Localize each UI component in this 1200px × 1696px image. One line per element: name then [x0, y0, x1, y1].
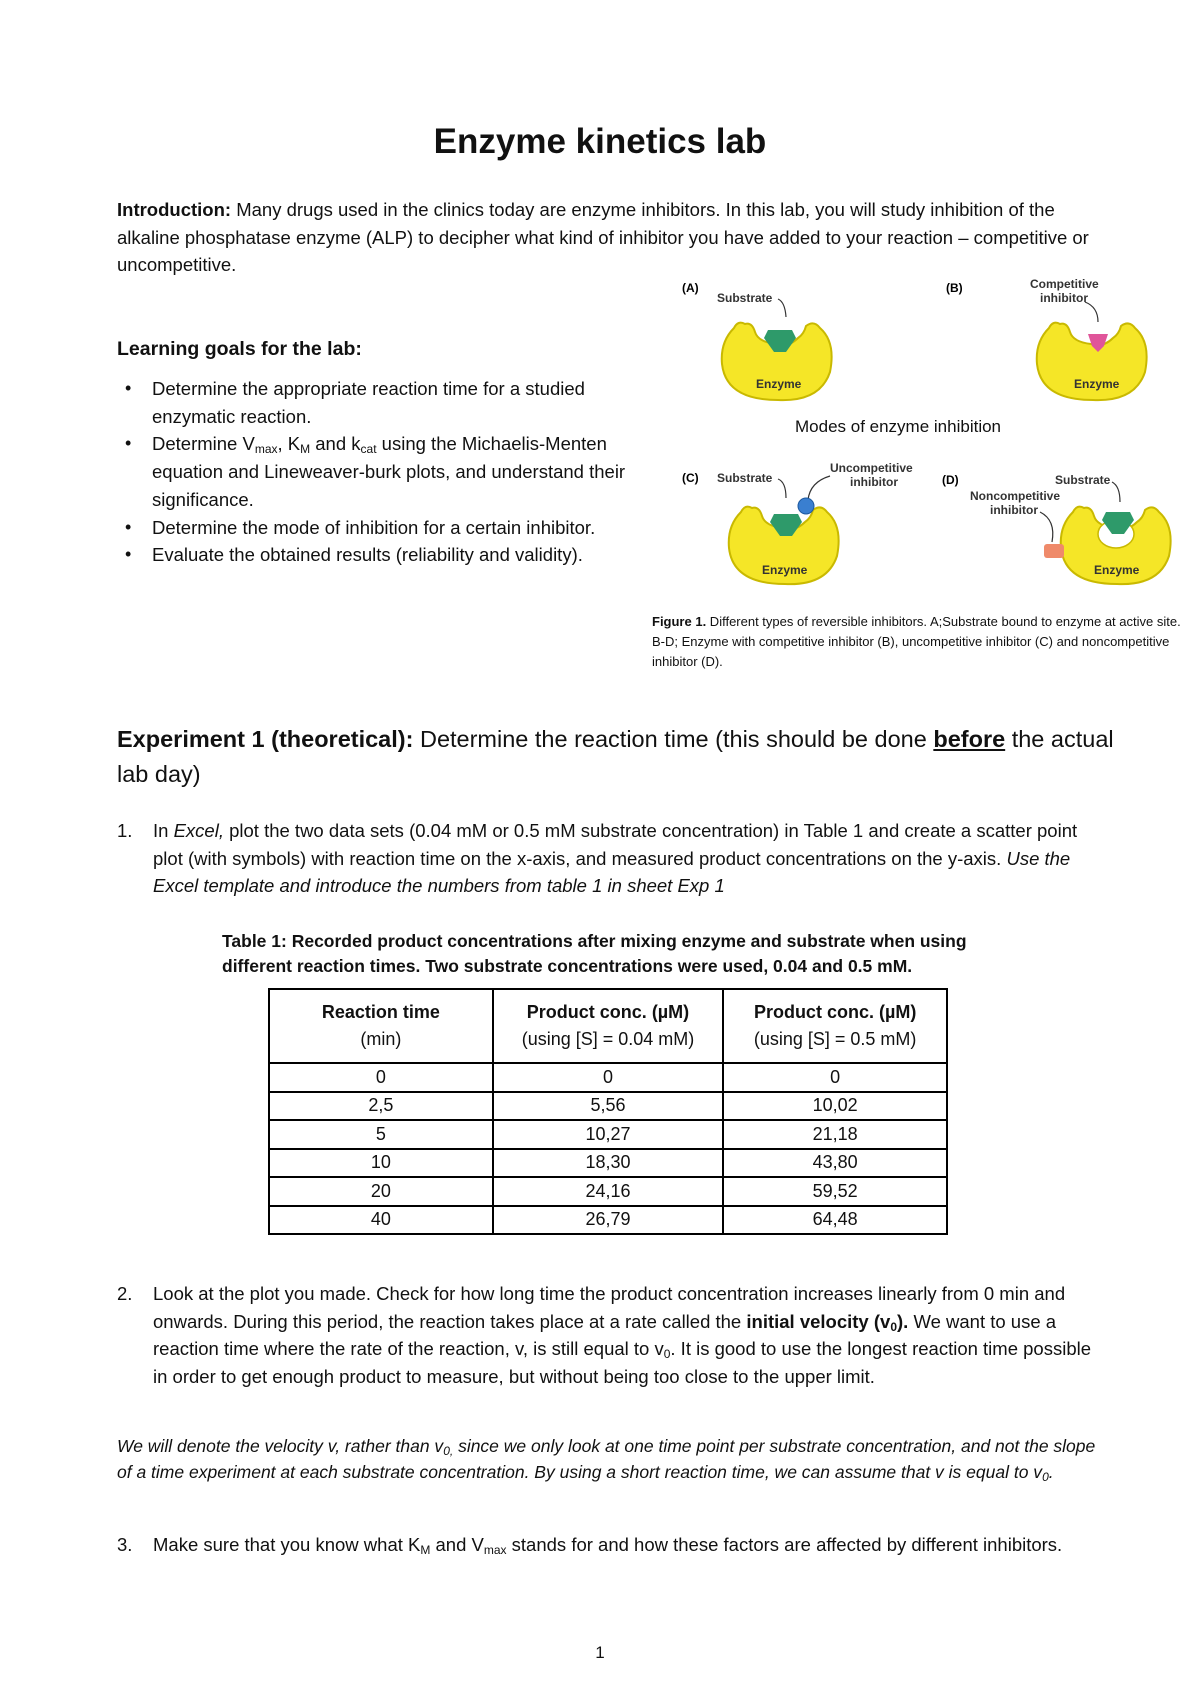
- step-text: Make sure that you know what $K_M$ and $V_{max}$ stands for and how these factors are affected by different inhibitors.: [153, 1534, 1063, 1557]
- step-number: 1.: [117, 820, 133, 841]
- introduction-text: Many drugs used in the clinics today are enzyme inhibitors. In this lab, you will study inhibition of the alkaline phosphatase enzyme (ALP) to decipher what kind of inhibitor you have added to your reaction – competitive or uncompetitive.: [117, 199, 1089, 275]
- table-row: 2,5 5,56 10,02: [269, 1092, 947, 1121]
- inhibitor-label-b: inhibitor: [1040, 291, 1088, 305]
- velocity-note: We will denote the velocity v, rather than $v_{0,}$ since we only look at one time point per substrate concentration, and not the slope of a time experiment at each substrate concentration. By using a short reaction time, we can assume that v is equal to $v_0$.: [117, 1436, 1096, 1484]
- figure-caption-label: Figure 1.: [652, 614, 707, 629]
- page-title: Enzyme kinetics lab: [433, 122, 767, 161]
- inhibitor-label-d: inhibitor: [990, 503, 1038, 517]
- introduction-paragraph: [117, 196, 1097, 279]
- column-header-high-substrate: Product conc. (µM) (using [S] = 0.5 mM): [723, 989, 947, 1063]
- step-number: 2.: [117, 1283, 133, 1304]
- table-header-row: [269, 989, 947, 1063]
- table-caption: Table 1: Recorded product concentrations after mixing enzyme and substrate when using different reaction times. Two substrate concentrations were used, 0.04 and 0.5 mM.: [222, 931, 967, 976]
- noncompetitive-label: Noncompetitive: [970, 489, 1061, 503]
- column-header-time: Reaction time (min): [269, 989, 493, 1063]
- uncompetitive-inhibitor-shape: [798, 498, 814, 514]
- enzyme-inhibition-figure: [660, 272, 1180, 592]
- figure-caption-text: Different types of reversible inhibitors. A;Substrate bound to enzyme at active site. B-D; Enzyme with competitive inhibitor (B), uncompetitive inhibitor (C) and noncompetitive inhibitor (D).: [652, 614, 1181, 669]
- list-item: • Determine the mode of inhibition for a certain inhibitor.: [117, 514, 657, 542]
- table-row: 5 10,27 21,18: [269, 1120, 947, 1149]
- inhibitor-label-c: inhibitor: [850, 475, 898, 489]
- substrate-label-d: Substrate: [1055, 473, 1111, 487]
- column-header-low-substrate: Product conc. (µM) (using [S] = 0.04 mM): [493, 989, 724, 1063]
- panel-a-label: (A): [682, 281, 699, 295]
- competitive-label: Competitive: [1030, 277, 1099, 291]
- panel-d-label: (D): [942, 473, 959, 487]
- list-item: • Determine the appropriate reaction time for a studied enzymatic reaction.: [117, 375, 657, 430]
- figure-caption: [652, 612, 1182, 672]
- enzyme-label-a: Enzyme: [756, 377, 802, 391]
- substrate-label-c: Substrate: [717, 471, 773, 485]
- enzyme-label-c: Enzyme: [762, 563, 808, 577]
- step-number: 3.: [117, 1534, 133, 1555]
- step-text: Look at the plot you made. Check for how long time the product concentration increases linearly from 0 min and onwards. During this period, the reaction takes place at a rate called the initial velocity $(v_0)$. We want to use a reaction time where the rate of the reaction, v, is still equal to $v_0$. It is good to use the longest reaction time possible in order to get enough product to measure, but without being too close to the upper limit.: [153, 1283, 1092, 1387]
- product-concentration-table: [268, 988, 948, 1235]
- noncompetitive-inhibitor-shape: [1044, 544, 1064, 558]
- table-row: 40 26,79 64,48: [269, 1206, 947, 1235]
- table-row: 10 18,30 43,80: [269, 1149, 947, 1178]
- substrate-label-a: Substrate: [717, 291, 773, 305]
- panel-c-label: (C): [682, 471, 699, 485]
- figure-heading: Modes of enzyme inhibition: [795, 417, 1002, 436]
- enzyme-label-b: Enzyme: [1074, 377, 1120, 391]
- introduction-label: Introduction:: [117, 199, 232, 220]
- page-number: 1: [595, 1643, 605, 1662]
- table-row: 20 24,16 59,52: [269, 1177, 947, 1206]
- list-item: • Determine $V_{max}$, $K_M$ and $k_{cat}$ using the Michaelis-Menten equation and Lineweaver-burk plots, and understand their significance.: [117, 430, 657, 513]
- table-row: 0 0 0: [269, 1063, 947, 1092]
- uncompetitive-label: Uncompetitive: [830, 461, 913, 475]
- list-item: • Evaluate the obtained results (reliability and validity).: [117, 541, 657, 569]
- step-text: In Excel, plot the two data sets (0.04 mM or 0.5 mM substrate concentration) in Table 1 and create a scatter point plot (with symbols) with reaction time on the x-axis, and measured product concentrations on the y-axis. Use the Excel template and introduce the numbers from table 1 in sheet Exp 1: [153, 820, 1078, 896]
- learning-goals-list: [117, 375, 657, 569]
- panel-b-label: (B): [946, 281, 963, 295]
- experiment-1-heading: Experiment 1 (theoretical): Determine the reaction time (this should be done before the actual lab day): [117, 726, 1114, 787]
- enzyme-label-d: Enzyme: [1094, 563, 1140, 577]
- learning-goals-heading: Learning goals for the lab:: [117, 338, 362, 360]
